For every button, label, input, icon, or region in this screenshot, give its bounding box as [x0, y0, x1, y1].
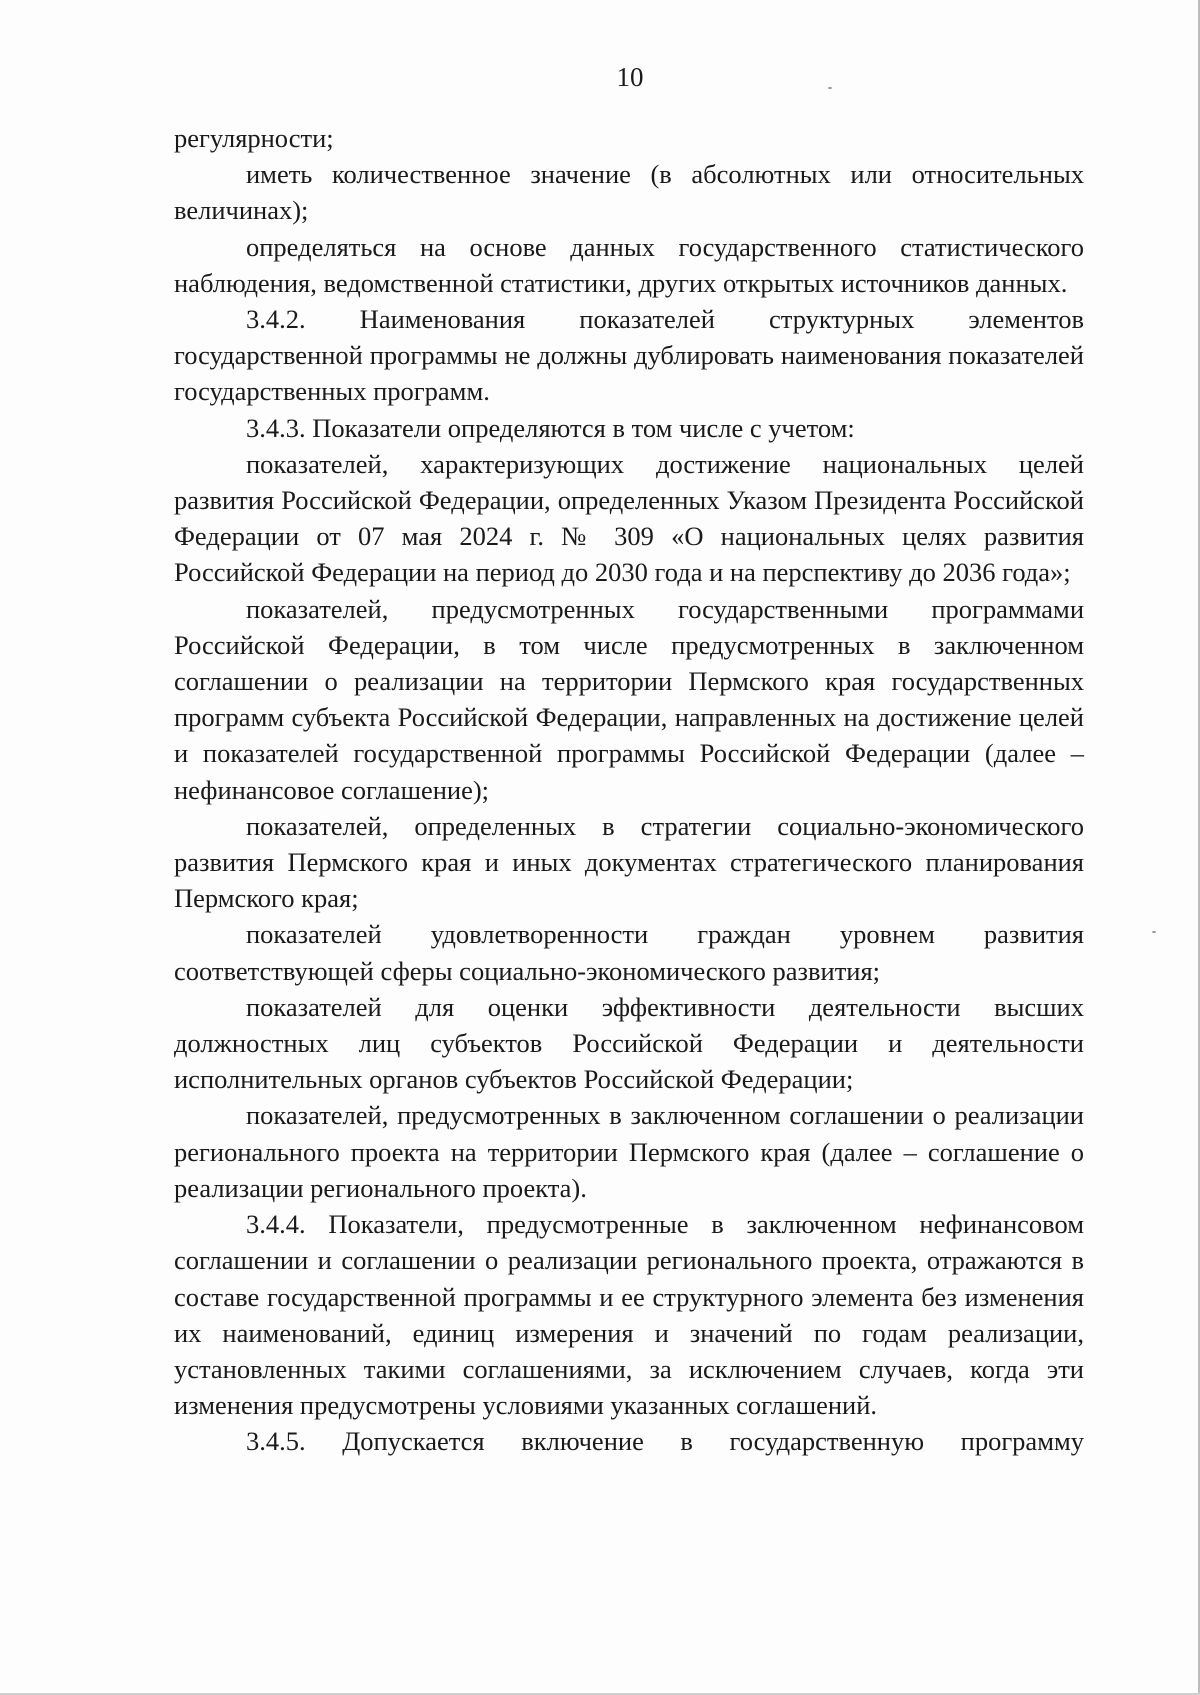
paragraph: показателей, определенных в стратегии социально-экономического развития Пермского края и иных документах стратегического планирования Пермского края; [174, 810, 1084, 914]
paragraph: показателей, предусмотренных государственными программами Российской Федерации, в том числе предусмотренных в заключенном соглашении о реализации на территории Пермского края государственных программ субъекта Российской Федерации, направленных на достижение целей и показателей государственной программы Российской Федерации (далее – нефинансовое соглашение); [174, 593, 1084, 805]
paragraph: показателей удовлетворенности граждан уровнем развития соответствующей сферы социально-экономического развития; [174, 919, 1084, 986]
page-number: 10 [616, 62, 644, 92]
paragraph: показателей для оценки эффективности деятельности высших должностных лиц субъектов Российской Федерации и деятельности исполнительных органов субъектов Российской Федерации; [174, 991, 1084, 1095]
paragraph: определяться на основе данных государственного статистического наблюдения, ведомственной статистики, других открытых источников данных. [174, 231, 1084, 298]
scan-speck [1152, 931, 1156, 933]
document-body [174, 120, 1084, 1460]
paragraph: 3.4.2. Наименования показателей структурных элементов государственной программы не должны дублировать наименования показателей государственных программ. [174, 304, 1084, 407]
paragraph: 3.4.3. Показатели определяются в том числе с учетом: [246, 412, 855, 443]
paragraph: показателей, характеризующих достижение национальных целей развития Российской Федерации, определенных Указом Президента Российской Федерации от 07 мая 2024 г. № 309 «О национальных целях развития Российской Федерации на период до 2030 года и на перспективу до 2036 года»; [174, 448, 1084, 588]
paragraph: 3.4.4. Показатели, предусмотренные в заключенном нефинансовом соглашении и соглашении о реализации регионального проекта, отражаются в составе государственной программы и ее структурного элемента без изменения их наименований, единиц измерения и значений по годам реализации, установленных такими соглашениями, за исключением случаев, когда эти изменения предусмотрены условиями указанных соглашений. [174, 1209, 1084, 1421]
paragraph: показателей, предусмотренных в заключенном соглашении о реализации регионального проекта на территории Пермского края (далее – соглашение о реализации регионального проекта). [174, 1100, 1084, 1203]
paragraph: 3.4.5. Допускается включение в государственную программу [246, 1426, 1084, 1457]
paragraph: регулярности; [174, 123, 334, 153]
paragraph: иметь количественное значение (в абсолютных или относительных величинах); [174, 159, 1084, 226]
